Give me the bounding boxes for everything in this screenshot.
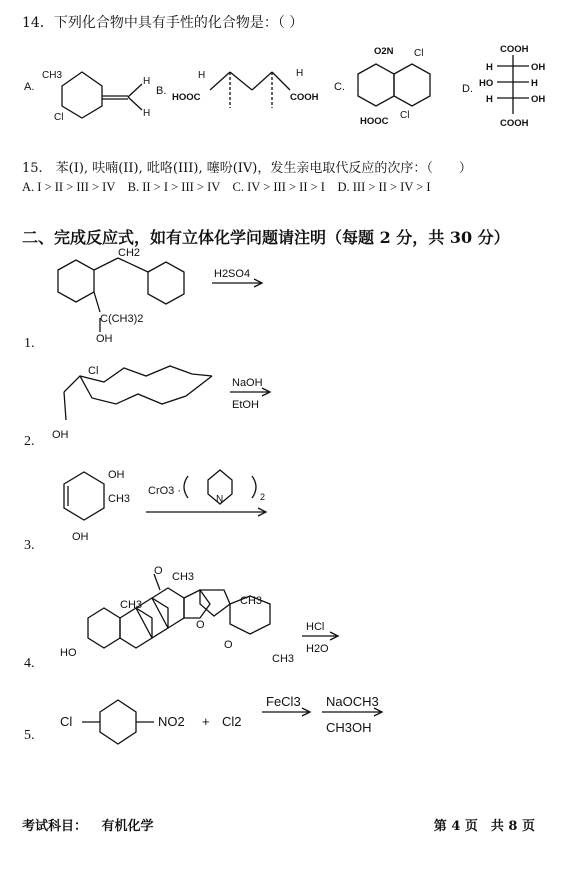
r4-ho: HO xyxy=(60,647,77,659)
r5-no2: NO2 xyxy=(158,714,185,729)
question-14-text: 14．下列化合物中具有手性的化合物是：（ ） xyxy=(22,15,304,31)
r1-reagent: H2SO4 xyxy=(214,268,251,280)
option-c-label: C. xyxy=(334,81,345,93)
r3-oh1: OH xyxy=(108,469,125,481)
a-ch3: CH3 xyxy=(42,70,63,81)
c-cl2: Cl xyxy=(400,110,410,121)
question-15-options: A. I > II > III > IV B. II > I > III > IV C. IV > III > II > I D. III > II > IV > I xyxy=(22,180,431,194)
b-h1: H xyxy=(198,70,206,81)
option-d-label: D. xyxy=(462,83,473,95)
r3-sub: 2 xyxy=(260,492,266,502)
a-h1: H xyxy=(143,76,151,87)
structure-d xyxy=(497,55,529,114)
r3-reagent: CrO3 · xyxy=(148,485,181,497)
section-2-title: 二、完成反应式，如有立体化学问题请注明（每题 2 分，共 30 分） xyxy=(22,228,510,247)
footer-subject xyxy=(22,815,154,834)
a-h2: H xyxy=(143,108,151,119)
r5-fecl3: FeCl3 xyxy=(266,694,301,709)
r4-reagent-bot: H2O xyxy=(306,643,329,655)
r2-reagent-top: NaOH xyxy=(232,377,263,389)
r5-cl2: Cl2 xyxy=(222,714,242,729)
c-hooc: HOOC xyxy=(360,116,389,127)
r5-plus: + xyxy=(202,714,210,729)
reaction-4-structure xyxy=(88,574,338,648)
d-r2r: H xyxy=(531,78,538,89)
b-cooh: COOH xyxy=(290,92,319,103)
a-cl: Cl xyxy=(54,112,64,123)
r4-o2: O xyxy=(224,639,233,651)
subject-name: 有机化学 xyxy=(101,819,154,834)
r4-reagent-top: HCl xyxy=(306,621,325,633)
structure-c xyxy=(358,64,430,106)
d-top: COOH xyxy=(500,44,529,55)
r4-ch3b: CH3 xyxy=(120,599,143,611)
d-bot: COOH xyxy=(500,118,529,129)
r1-ch2: CH2 xyxy=(118,247,141,259)
r2-reagent-bot: EtOH xyxy=(232,399,259,411)
option-a-label: A. xyxy=(24,81,35,93)
r4-ch3a: CH3 xyxy=(172,571,195,583)
r4-o1: O xyxy=(196,619,205,631)
r5-naoch3: NaOCH3 xyxy=(326,694,379,709)
r4-ch3d: CH3 xyxy=(272,653,295,665)
r1-group: C(CH3)2 xyxy=(100,313,144,325)
b-h2: H xyxy=(296,68,304,79)
r1-oh: OH xyxy=(96,333,113,345)
structure-a xyxy=(62,72,142,118)
d-r3l: H xyxy=(486,94,493,105)
d-r1r: OH xyxy=(531,62,546,73)
d-r3r: OH xyxy=(531,94,546,105)
option-b-label: B. xyxy=(156,85,167,97)
r4-ch3c: CH3 xyxy=(240,595,263,607)
reaction-5-number: 5. xyxy=(24,728,35,743)
b-hooc: HOOC xyxy=(172,92,201,103)
d-r1l: H xyxy=(486,62,493,73)
reaction-3-number: 3. xyxy=(24,538,35,553)
r3-oh2: OH xyxy=(72,531,89,543)
r2-cl: Cl xyxy=(88,365,99,377)
r5-ch3oh: CH3OH xyxy=(326,720,372,735)
r4-o-ketone: O xyxy=(154,565,163,577)
r3-ch3: CH3 xyxy=(108,493,131,505)
cyclohexane-ring xyxy=(62,72,102,118)
structure-b xyxy=(210,72,290,108)
reaction-4-number: 4. xyxy=(24,656,35,671)
r5-cl: Cl xyxy=(60,714,73,729)
r2-oh: OH xyxy=(52,429,69,441)
footer-page: 第 4 页 共 8 页 xyxy=(433,819,535,834)
c-cl1: Cl xyxy=(414,48,424,59)
r3-n: N xyxy=(216,494,224,505)
reaction-2-number: 2. xyxy=(24,434,35,449)
c-no2: O2N xyxy=(374,46,394,57)
reaction-1-number: 1. xyxy=(24,336,35,351)
d-r2l: HO xyxy=(479,78,494,89)
question-15-text: 15. 苯(I), 呋喃(II), 吡咯(III), 噻吩(IV)，发生亲电取代反应的次序：（ ） xyxy=(22,161,472,176)
subject-label: 考试科目： xyxy=(22,819,88,834)
